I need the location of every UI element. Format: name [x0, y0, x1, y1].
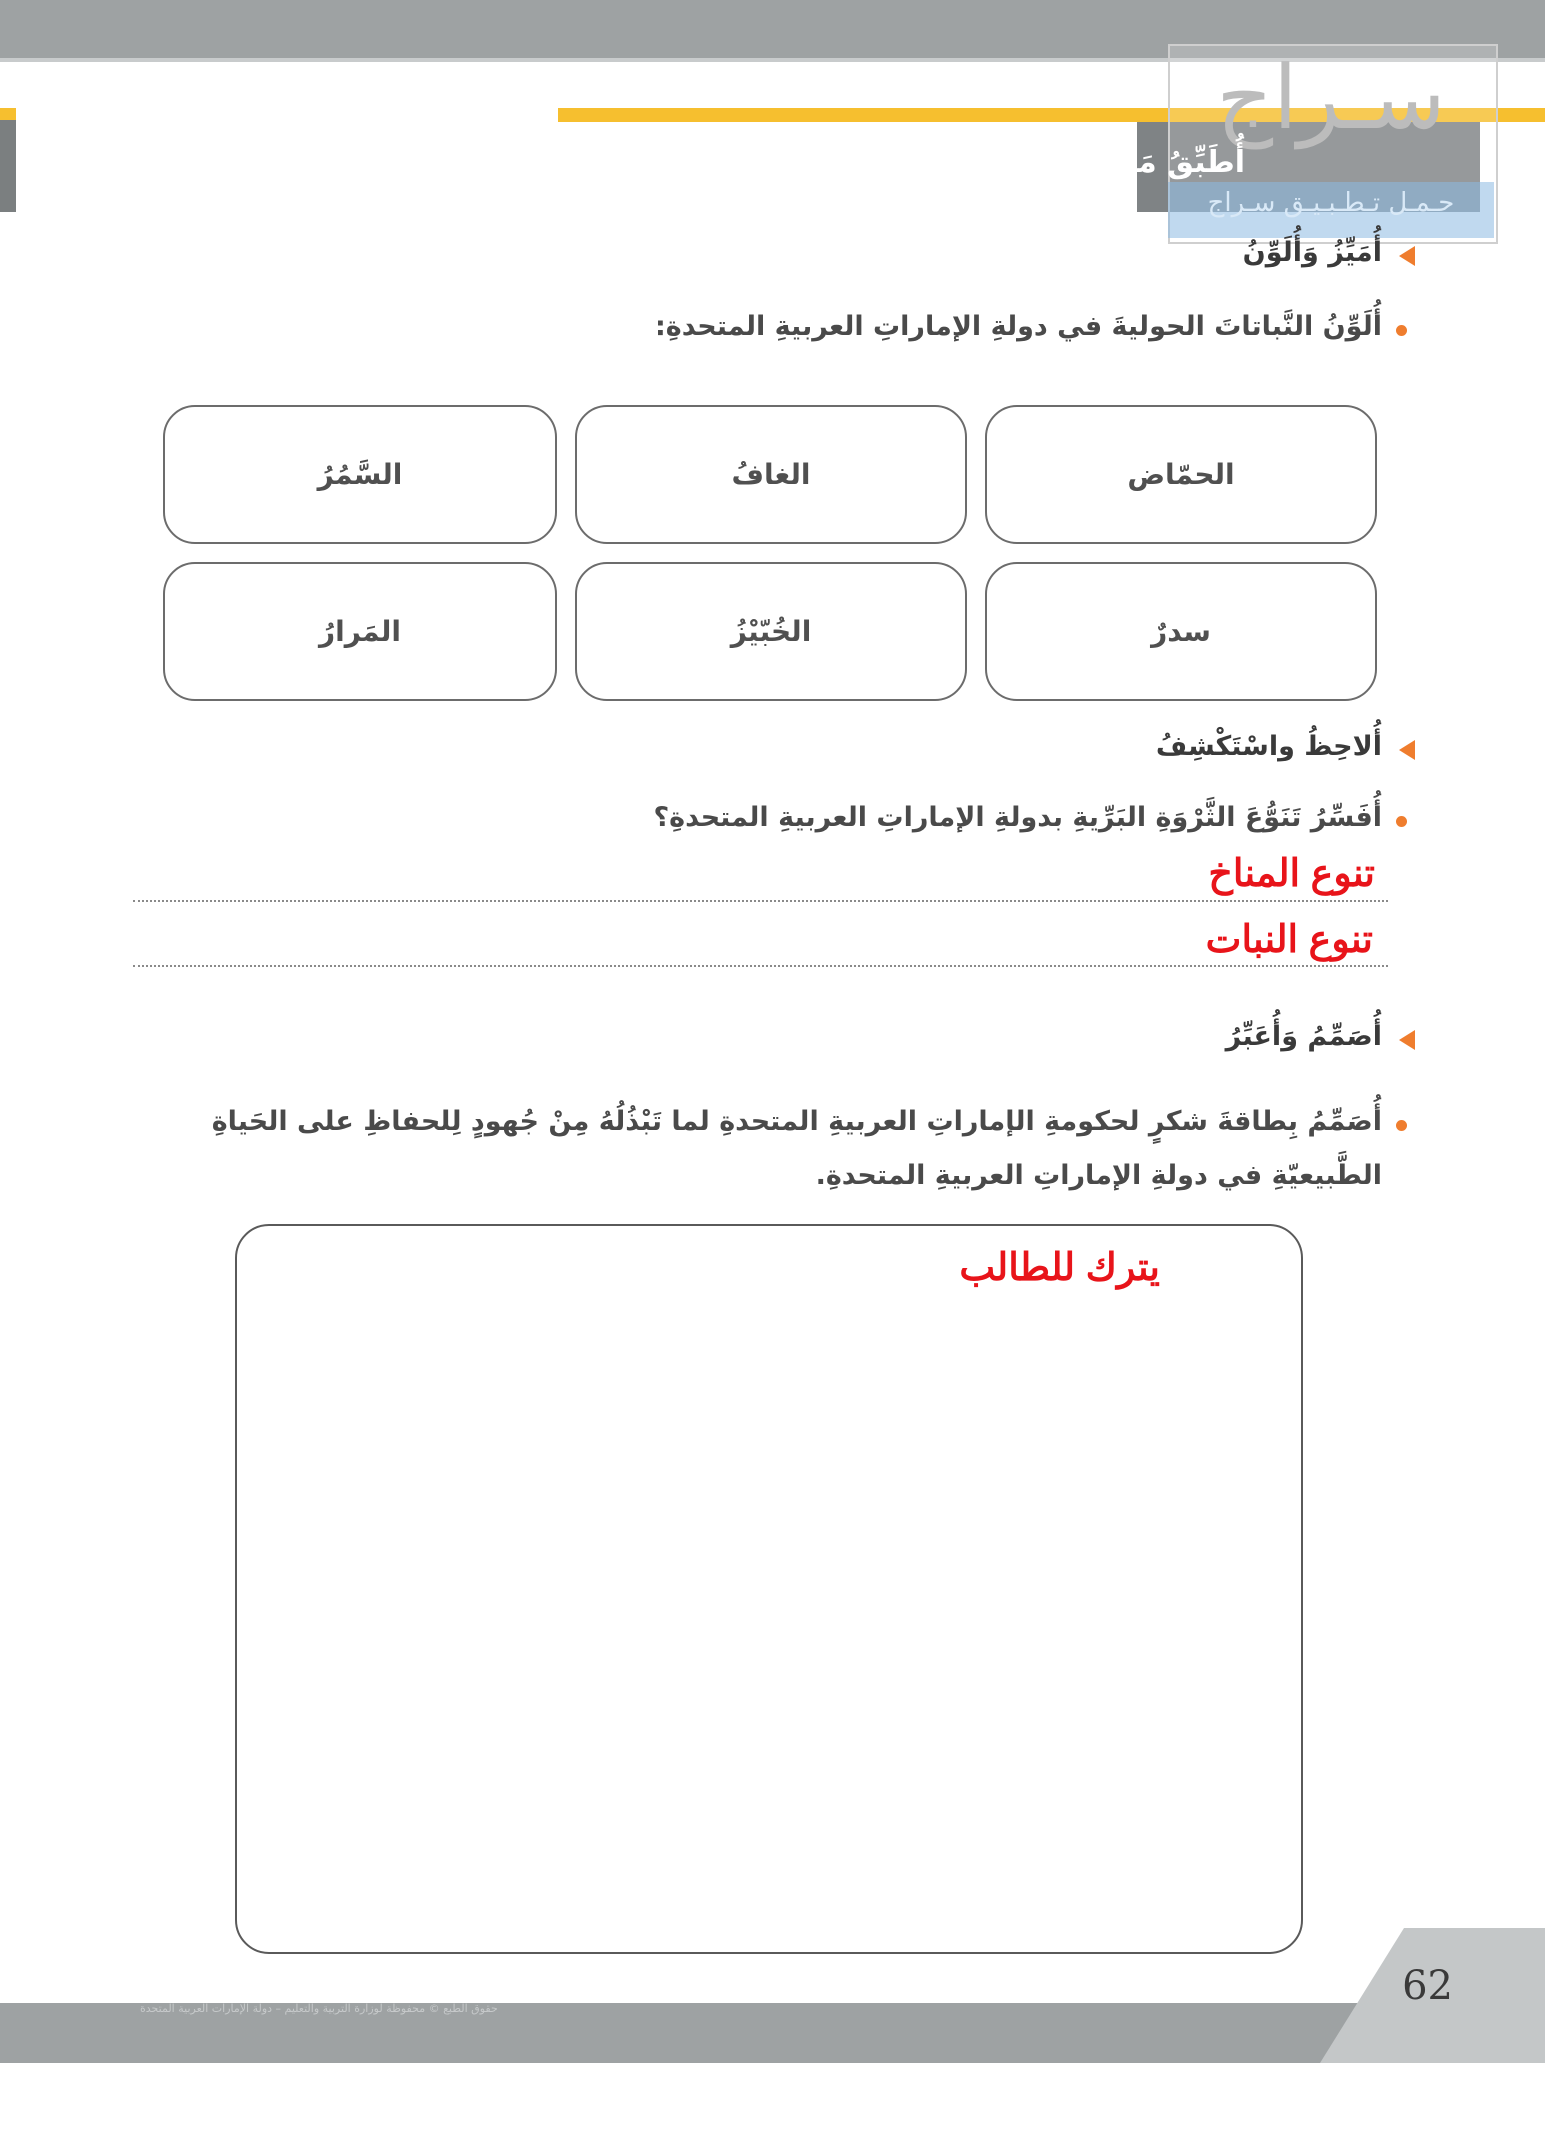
section2-question: أُفَسِّرُ تَنَوُّعَ الثَّرْوَةِ البَرِّيةِ بدولةِ الإماراتِ العربيةِ المتحدةِ؟: [653, 802, 1382, 833]
plant-card-samur[interactable]: السَّمُرُ: [163, 405, 557, 544]
left-accent-stripe: [0, 108, 16, 120]
answer-line-2: تنوع النبات: [1205, 919, 1373, 961]
plant-card-khubbayz[interactable]: الخُبّيْزُ: [575, 562, 967, 701]
page-number: 62: [1402, 1963, 1453, 2009]
watermark-subtitle: حـمـل تـطـبـيـق سـراج: [1207, 188, 1455, 218]
answer-dotted-line-2: [133, 965, 1388, 967]
plant-card-sidr[interactable]: سدرٌ: [985, 562, 1377, 701]
box-answer: يترك للطالب: [959, 1247, 1160, 1289]
watermark-logo: سـراج: [1216, 46, 1446, 149]
section-marker-icon: [1399, 1030, 1415, 1050]
section2-heading: أُلاحِظُ واسْتَكْشِفُ: [1155, 731, 1382, 762]
footer-copyright: حقوق الطبع © محفوظة لوزارة التربية والتعليم – دولة الإمارات العربية المتحدة: [140, 2002, 498, 2015]
answer-dotted-line-1: [133, 900, 1388, 902]
thank-you-card-box[interactable]: [235, 1224, 1303, 1954]
section1-instruction: أُلَوِّنُ النَّباتاتَ الحوليةَ في دولةِ الإماراتِ العربيةِ المتحدةِ:: [654, 311, 1382, 342]
section1-heading: أُمَيِّزُ وَأُلَوِّنُ: [1242, 237, 1382, 268]
section3-instruction-line1: أُصَمِّمُ بِطاقةَ شكرٍ لحكومةِ الإماراتِ العربيةِ المتحدةِ لما تَبْذُلُهُ مِنْ جُهودٍ لِلحفاظِ على الحَياةِ: [211, 1106, 1382, 1137]
answer-line-1: تنوع المناخ: [1208, 853, 1375, 895]
section3-heading: أُصَمِّمُ وَأُعَبِّرُ: [1225, 1021, 1382, 1052]
page-title: أُطَبِّقُ مَا تَعَلَّمْتُ: [1024, 145, 1245, 180]
section-marker-icon: [1399, 740, 1415, 760]
left-gray-tab: [0, 120, 16, 212]
section-marker-icon: [1399, 246, 1415, 266]
plant-card-hummad[interactable]: الحمّاض: [985, 405, 1377, 544]
plant-card-marar[interactable]: المَرارُ: [163, 562, 557, 701]
section3-instruction-line2: الطَّبيعيّةِ في دولةِ الإماراتِ العربيةِ المتحدةِ.: [815, 1160, 1382, 1191]
plant-card-ghaf[interactable]: الغافُ: [575, 405, 967, 544]
bullet-icon: [1396, 816, 1407, 827]
bullet-icon: [1396, 1120, 1407, 1131]
bullet-icon: [1396, 325, 1407, 336]
